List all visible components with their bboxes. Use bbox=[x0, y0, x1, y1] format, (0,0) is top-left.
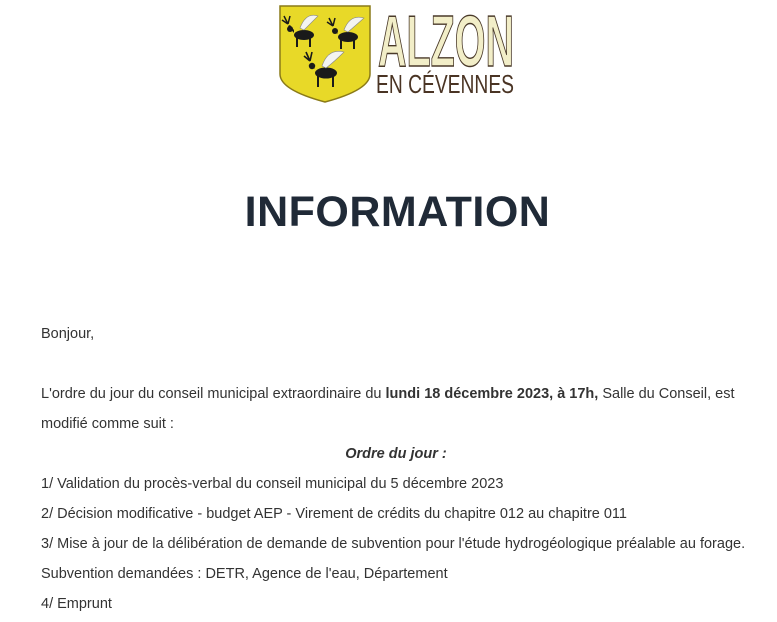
agenda-title: Ordre du jour : bbox=[345, 446, 447, 462]
alzon-logo bbox=[278, 4, 518, 104]
intro-before: L'ordre du jour du conseil municipal extraordinaire du bbox=[41, 386, 386, 402]
agenda-item: 3/ Mise à jour de la délibération de demande de subvention pour l'étude hydrogéologique préalable au forage. bbox=[41, 536, 746, 552]
agenda-item-note: Subvention demandées : DETR, Agence de l'eau, Département bbox=[41, 566, 448, 582]
intro-after: Salle du Conseil, est bbox=[598, 386, 735, 402]
logo-name-main: ALZON bbox=[378, 4, 514, 82]
meeting-date: lundi 18 décembre 2023, à 17h, bbox=[385, 386, 599, 402]
agenda-item: 1/ Validation du procès-verbal du conseil municipal du 5 décembre 2023 bbox=[41, 476, 504, 492]
agenda-item: 2/ Décision modificative - budget AEP - Virement de crédits du chapitre 012 au chapitre 011 bbox=[41, 506, 627, 522]
logo-name-sub: EN CÉVENNES bbox=[376, 69, 514, 99]
intro-line-continued: modifié comme suit : bbox=[41, 416, 174, 432]
agenda-item: 4/ Emprunt bbox=[41, 596, 112, 612]
coat-of-arms bbox=[278, 4, 518, 104]
page-heading: INFORMATION bbox=[244, 188, 551, 236]
greeting-text: Bonjour, bbox=[41, 326, 95, 342]
intro-line bbox=[41, 379, 735, 409]
